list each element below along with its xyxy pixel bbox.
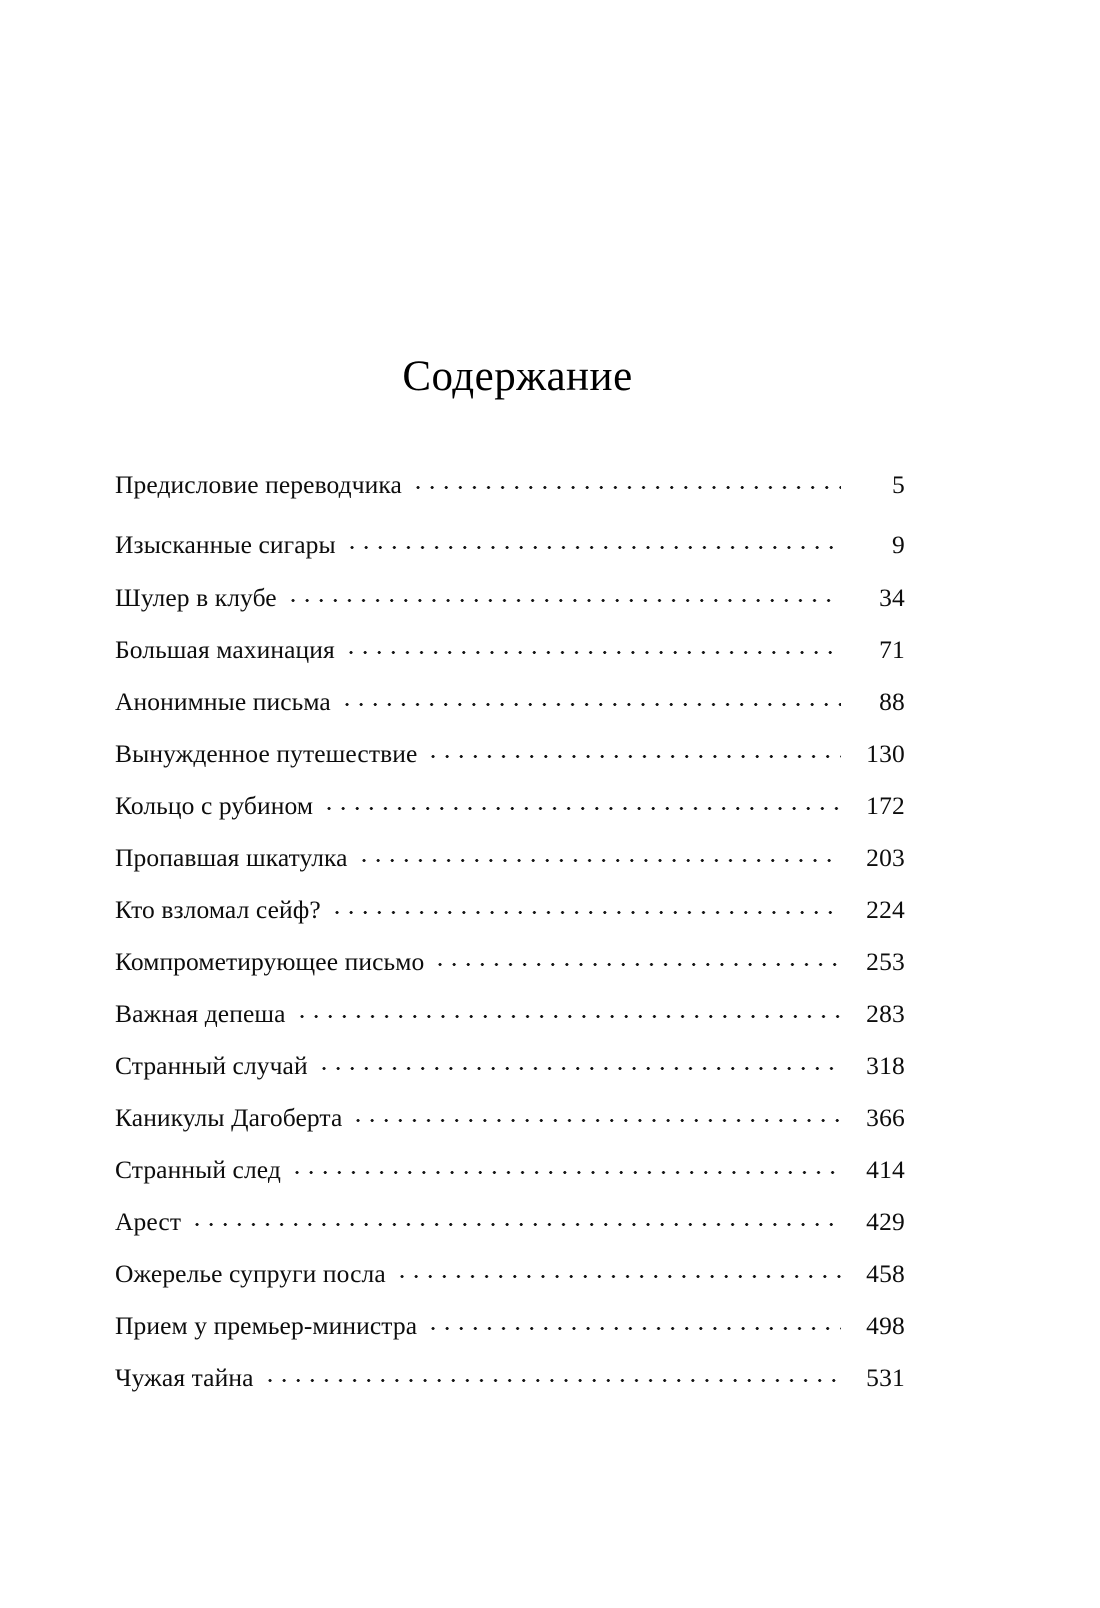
dot-leader bbox=[426, 1309, 841, 1335]
toc-entry[interactable] bbox=[115, 1196, 905, 1248]
toc-entry[interactable] bbox=[115, 572, 905, 624]
toc-entry-page-number: 172 bbox=[866, 791, 905, 820]
dot-leader bbox=[411, 468, 841, 494]
toc-entry[interactable] bbox=[115, 988, 905, 1040]
toc-entry-label: Прием у премьер-министра bbox=[115, 1311, 418, 1340]
toc-entry-page-number: 498 bbox=[866, 1311, 905, 1340]
dot-leader bbox=[317, 1049, 841, 1075]
toc-entry-page-number: 414 bbox=[866, 1155, 905, 1184]
toc-entry-page-number: 5 bbox=[892, 470, 905, 499]
dot-leader bbox=[340, 685, 841, 711]
toc-entry[interactable] bbox=[115, 1144, 905, 1196]
toc-entry[interactable] bbox=[115, 1248, 905, 1300]
dot-leader bbox=[263, 1361, 841, 1387]
toc-entry-label: Странный след bbox=[115, 1155, 281, 1184]
toc-entry-label: Ожерелье супруги посла bbox=[115, 1259, 386, 1288]
toc-entry-page-number: 366 bbox=[866, 1103, 905, 1132]
toc-entry-label: Чужая тайна bbox=[115, 1363, 254, 1392]
toc-entry-label: Компрометирующее письмо bbox=[115, 947, 425, 976]
toc-entry-page-number: 71 bbox=[879, 635, 905, 664]
table-of-contents-list bbox=[115, 452, 905, 1404]
toc-entry[interactable] bbox=[115, 452, 905, 518]
toc-entry[interactable] bbox=[115, 884, 905, 936]
toc-entry-label: Анонимные письма bbox=[115, 687, 331, 716]
toc-entry[interactable] bbox=[115, 936, 905, 988]
toc-entry-label: Каникулы Дагоберта bbox=[115, 1103, 343, 1132]
toc-entry-label: Шулер в клубе bbox=[115, 583, 277, 612]
toc-entry-label: Большая махинация bbox=[115, 635, 335, 664]
toc-entry-page-number: 318 bbox=[866, 1051, 905, 1080]
toc-entry-label: Кто взломал сейф? bbox=[115, 895, 321, 924]
toc-entry-page-number: 458 bbox=[866, 1259, 905, 1288]
toc-entry[interactable] bbox=[115, 780, 905, 832]
page-title: Содержание bbox=[402, 353, 633, 400]
dot-leader bbox=[290, 1153, 841, 1179]
toc-entry-label: Арест bbox=[115, 1207, 182, 1236]
toc-entry[interactable] bbox=[115, 1300, 905, 1352]
toc-entry[interactable] bbox=[115, 518, 905, 572]
toc-entry-label: Кольцо с рубином bbox=[115, 791, 314, 820]
dot-leader bbox=[433, 945, 841, 971]
dot-leader bbox=[330, 893, 841, 919]
toc-entry-label: Странный случай bbox=[115, 1051, 308, 1080]
dot-leader bbox=[357, 841, 841, 867]
toc-entry[interactable] bbox=[115, 676, 905, 728]
toc-entry-page-number: 253 bbox=[866, 947, 905, 976]
dot-leader bbox=[345, 528, 841, 554]
toc-entry[interactable] bbox=[115, 1092, 905, 1144]
toc-entry[interactable] bbox=[115, 832, 905, 884]
toc-entry-page-number: 9 bbox=[892, 530, 905, 559]
toc-entry-label: Важная депеша bbox=[115, 999, 286, 1028]
toc-entry-page-number: 34 bbox=[879, 583, 905, 612]
toc-entry-page-number: 203 bbox=[866, 843, 905, 872]
toc-entry[interactable] bbox=[115, 624, 905, 676]
toc-entry-label: Изысканные сигары bbox=[115, 530, 336, 559]
dot-leader bbox=[286, 581, 841, 607]
dot-leader bbox=[395, 1257, 841, 1283]
toc-entry-page-number: 224 bbox=[866, 895, 905, 924]
dot-leader bbox=[322, 789, 841, 815]
dot-leader bbox=[190, 1205, 841, 1231]
toc-entry-label: Пропавшая шкатулка bbox=[115, 843, 348, 872]
toc-entry-page-number: 130 bbox=[866, 739, 905, 768]
toc-entry-page-number: 531 bbox=[866, 1363, 905, 1392]
toc-entry[interactable] bbox=[115, 1352, 905, 1404]
toc-entry-page-number: 283 bbox=[866, 999, 905, 1028]
toc-entry-page-number: 88 bbox=[879, 687, 905, 716]
toc-entry[interactable] bbox=[115, 728, 905, 780]
dot-leader bbox=[426, 737, 841, 763]
dot-leader bbox=[295, 997, 841, 1023]
toc-entry-page-number: 429 bbox=[866, 1207, 905, 1236]
dot-leader bbox=[351, 1101, 841, 1127]
toc-entry-label: Вынужденное путешествие bbox=[115, 739, 418, 768]
toc-entry[interactable] bbox=[115, 1040, 905, 1092]
toc-entry-label: Предисловие переводчика bbox=[115, 470, 402, 499]
dot-leader bbox=[344, 633, 841, 659]
